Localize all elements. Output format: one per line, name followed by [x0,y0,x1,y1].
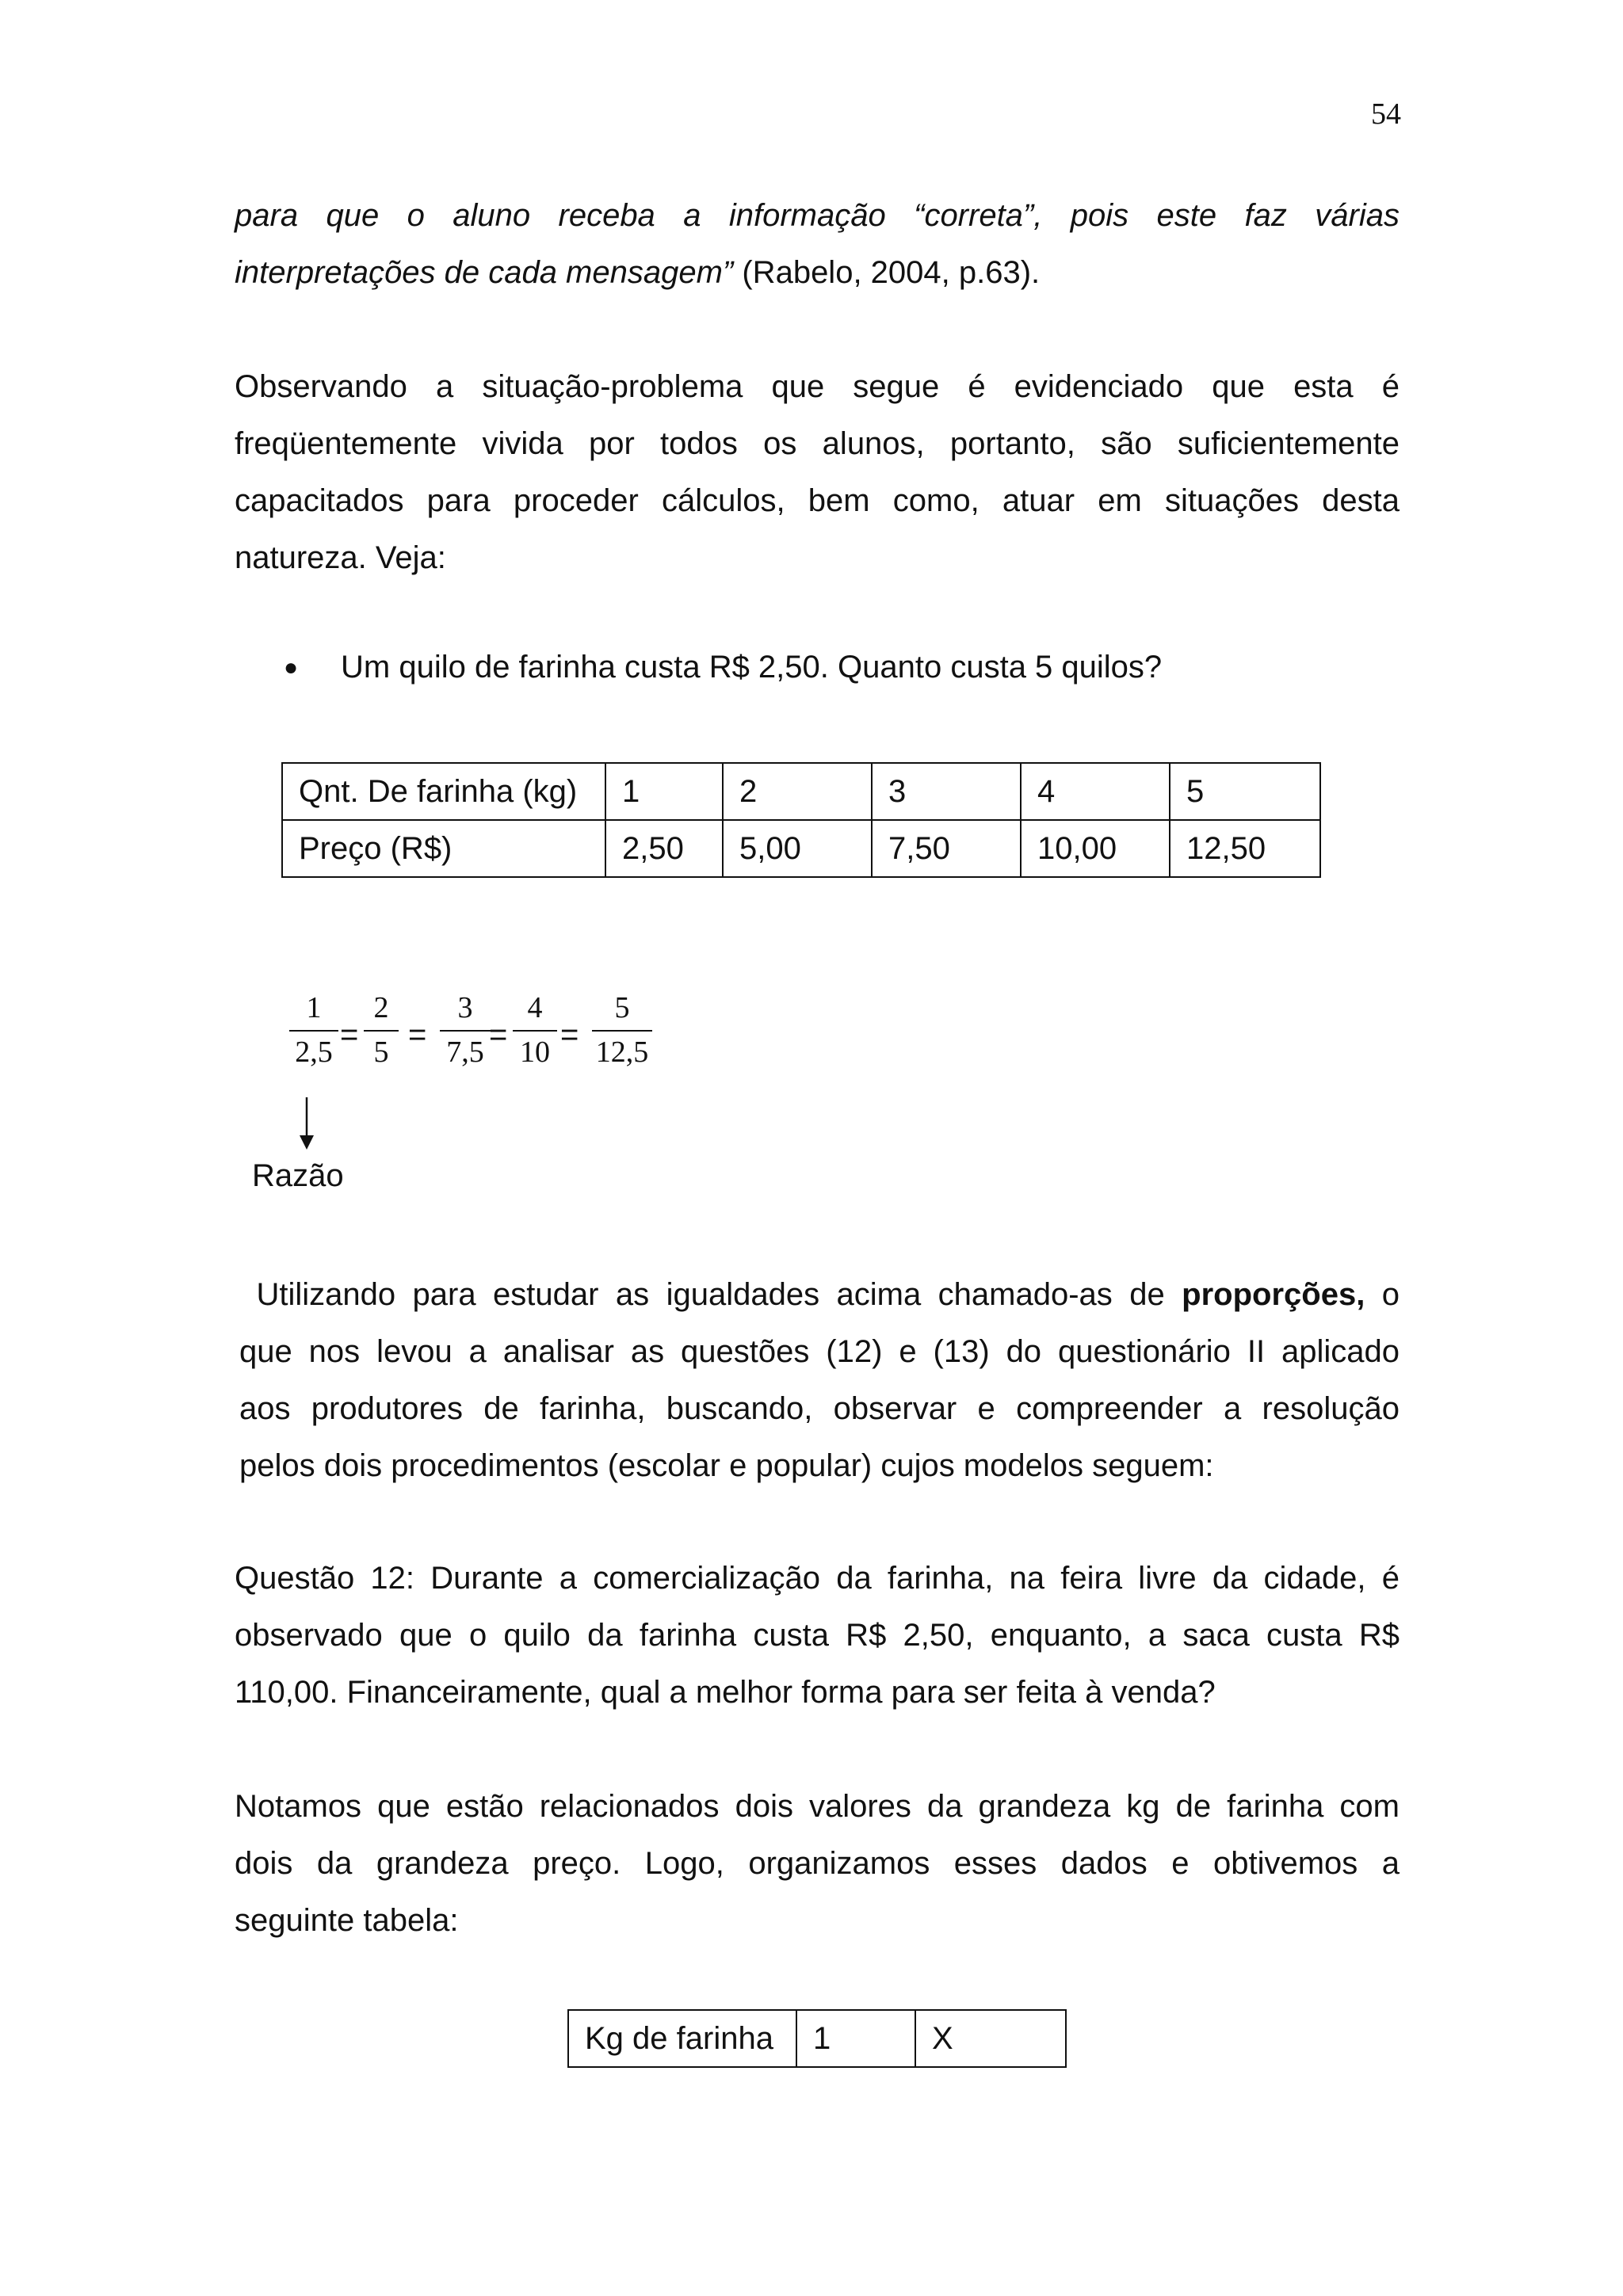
para1-line-1: Observando a situação-problema que segue é evidenciado que esta é [235,369,1400,404]
table-cell: 4 [1021,763,1170,820]
fraction-denominator: 5 [373,1035,389,1069]
fraction-denominator: 2,5 [295,1035,333,1069]
para3-line-2: observado que o quilo da farinha custa R$ 2,50, enquanto, a saca custa R$ [235,1618,1400,1653]
equals-sign: = [340,1017,359,1052]
fraction [592,990,652,1070]
table-cell: 5,00 [723,820,872,877]
table-cell: Kg de farinha [568,2010,796,2067]
paragraph-utilizando [239,1266,1400,1494]
bullet-item [284,643,1162,692]
para4-line-3: seguinte tabela: [235,1903,459,1938]
paragraph-observando [235,358,1400,586]
para2-line-1 [239,1266,1400,1323]
table-row [282,820,1320,877]
fraction-numerator: 2 [373,991,389,1024]
quote-line-1: para que o aluno receba a informação “correta”, pois este faz várias [235,198,1400,233]
table-cell: 2 [723,763,872,820]
para4-line-2: dois da grandeza preço. Logo, organizamos esses dados e obtivemos a [235,1846,1400,1881]
para2-text-end: o [1365,1277,1400,1312]
fraction-denominator: 10 [520,1035,550,1069]
table-cell: 5 [1170,763,1320,820]
para1-line-2: freqüentemente vivida por todos os alunos, portanto, são suficientemente [235,426,1400,461]
para2-line-2: que nos levou a analisar as questões (12) e (13) do questionário II aplicado [239,1334,1400,1369]
table-cell: 7,50 [872,820,1021,877]
bullet-text: Um quilo de farinha custa R$ 2,50. Quanto custa 5 quilos? [341,650,1163,685]
para1-line-4: natureza. Veja: [235,540,446,575]
para1-line-3: capacitados para proceder cálculos, bem como, atuar em situações desta [235,483,1400,518]
quote-paragraph [235,187,1400,301]
table-cell: 3 [872,763,1021,820]
fraction-numerator: 3 [457,991,473,1024]
para3-line-1: Questão 12: Durante a comercialização da farinha, na feira livre da cidade, é [235,1561,1400,1596]
fraction-denominator: 7,5 [446,1035,484,1069]
table-cell: 1 [796,2010,915,2067]
quote-citation: (Rabelo, 2004, p.63). [733,255,1041,290]
table-cell: 10,00 [1021,820,1170,877]
price-table [281,762,1321,878]
fraction-numerator: 4 [527,991,543,1024]
para2-line-4: pelos dois procedimentos (escolar e popular) cujos modelos seguem: [239,1448,1214,1483]
fraction [364,990,399,1070]
fraction [440,990,491,1070]
arrow-down-icon [296,1097,317,1151]
fraction-numerator: 1 [306,991,322,1024]
fraction-denominator: 12,5 [595,1035,649,1069]
table-cell: 1 [605,763,723,820]
table-row [282,763,1320,820]
paragraph-notamos [235,1778,1400,1949]
quote-text: interpretações de cada mensagem” [235,255,734,290]
kg-table [567,2009,1067,2068]
para2-line-3: aos produtores de farinha, buscando, observar e compreender a resolução [239,1391,1400,1426]
equals-sign: = [408,1017,427,1052]
fraction [513,990,557,1070]
para4-line-1: Notamos que estão relacionados dois valores da grandeza kg de farinha com [235,1789,1400,1824]
fraction-numerator: 5 [614,991,630,1024]
fraction [289,990,338,1070]
table-cell: 12,50 [1170,820,1320,877]
paragraph-questao-12 [235,1550,1400,1721]
equals-sign: = [560,1017,579,1052]
table-cell: 2,50 [605,820,723,877]
proporcoes-term: proporções, [1182,1277,1365,1312]
para2-text: Utilizando para estudar as igualdades acima chamado-as de [256,1277,1182,1312]
equals-sign: = [489,1017,508,1052]
table-cell: Qnt. De farinha (kg) [282,763,605,820]
para3-line-3: 110,00. Financeiramente, qual a melhor forma para ser feita à venda? [235,1675,1216,1710]
quote-line-2 [235,244,1400,301]
table-row [568,2010,1066,2067]
bullet-dot-icon: ● [284,654,299,681]
table-cell: X [915,2010,1066,2067]
razao-label: Razão [252,1158,344,1193]
page-number: 54 [1371,97,1401,131]
table-cell: Preço (R$) [282,820,605,877]
